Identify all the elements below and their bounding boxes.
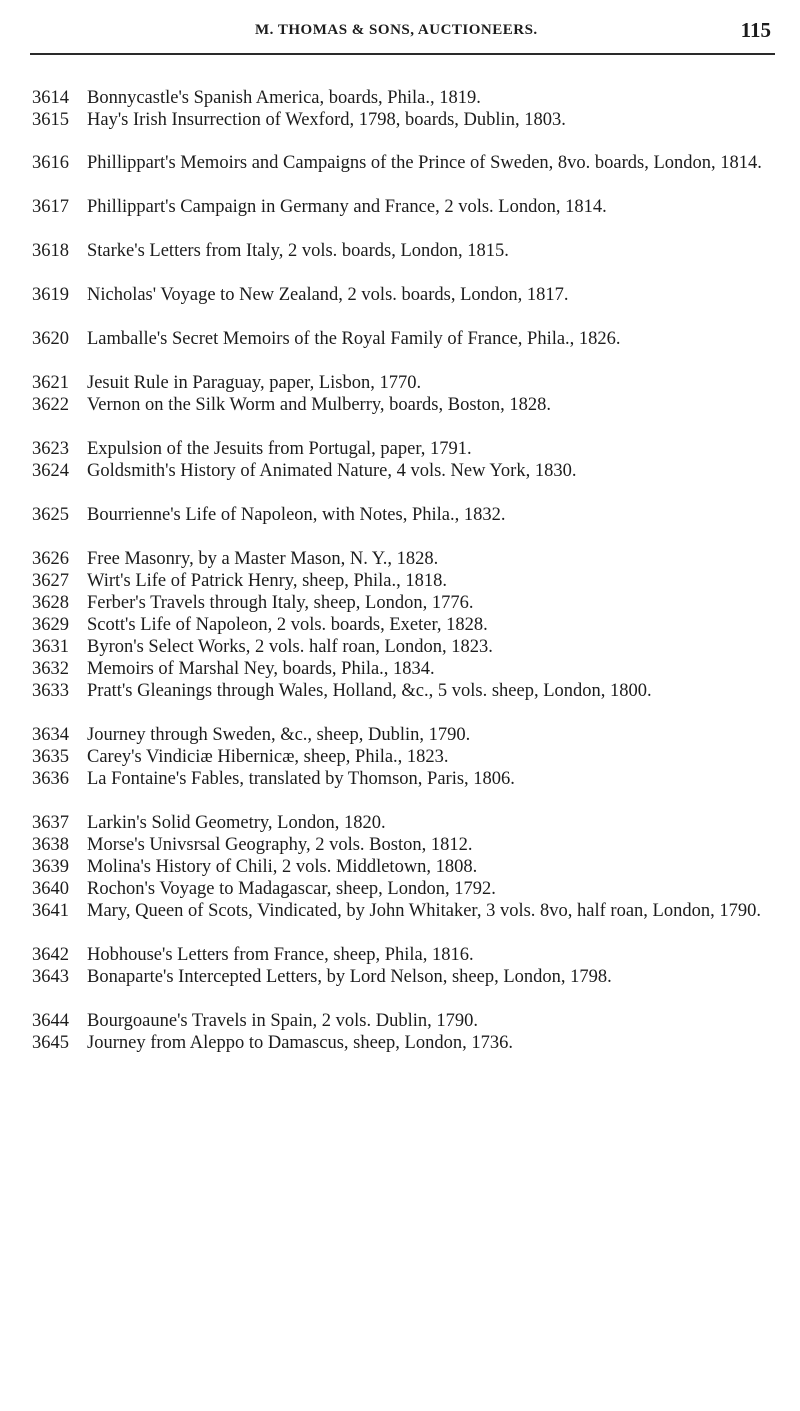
lot-description: Starke's Letters from Italy, 2 vols. boards, London, 1815. <box>87 241 509 261</box>
lot-description: Morse's Univsrsal Geography, 2 vols. Boston, 1812. <box>87 835 473 855</box>
lot-number: 3640 <box>32 879 69 899</box>
lot-number: 3623 <box>32 439 69 459</box>
lot-number: 3634 <box>32 725 69 745</box>
lot-description: Phillippart's Campaign in Germany and France, 2 vols. London, 1814. <box>87 197 607 217</box>
lot-description: Carey's Vindiciæ Hibernicæ, sheep, Phila., 1823. <box>87 747 449 767</box>
lot-description: Pratt's Gleanings through Wales, Holland, &c., 5 vols. sheep, London, 1800. <box>87 681 652 701</box>
lot-description: Bourrienne's Life of Napoleon, with Notes, Phila., 1832. <box>87 505 506 525</box>
lot-number: 3614 <box>32 88 69 108</box>
lot-number: 3639 <box>32 857 69 877</box>
lot-description: Wirt's Life of Patrick Henry, sheep, Phila., 1818. <box>87 571 448 591</box>
lot-number: 3620 <box>32 329 69 349</box>
lot-description: Bonaparte's Intercepted Letters, by Lord Nelson, sheep, London, 1798. <box>87 967 612 987</box>
lot-number: 3633 <box>32 681 69 701</box>
lot-number: 3624 <box>32 461 69 481</box>
lot-description: Scott's Life of Napoleon, 2 vols. boards, Exeter, 1828. <box>87 615 488 635</box>
lot-description: Hobhouse's Letters from France, sheep, Phila, 1816. <box>87 945 474 965</box>
lot-number: 3636 <box>32 769 69 789</box>
lot-description: Bonnycastle's Spanish America, boards, Phila., 1819. <box>87 88 481 108</box>
lot-description: Lamballe's Secret Memoirs of the Royal Family of France, Phila., 1826. <box>87 329 621 349</box>
lot-number: 3638 <box>32 835 69 855</box>
lot-number: 3631 <box>32 637 69 657</box>
lot-number: 3626 <box>32 549 69 569</box>
lot-number: 3642 <box>32 945 69 965</box>
lot-number: 3627 <box>32 571 69 591</box>
lot-number: 3619 <box>32 285 69 305</box>
lot-description: Journey through Sweden, &c., sheep, Dublin, 1790. <box>87 725 471 745</box>
lot-number: 3618 <box>32 241 69 261</box>
lot-number: 3641 <box>32 901 69 921</box>
lot-number: 3621 <box>32 373 69 393</box>
lot-description: Molina's History of Chili, 2 vols. Middletown, 1808. <box>87 857 478 877</box>
lot-description: Memoirs of Marshal Ney, boards, Phila., 1834. <box>87 659 435 679</box>
lot-number: 3617 <box>32 197 69 217</box>
page-number: 115 <box>740 18 771 42</box>
lot-description: Jesuit Rule in Paraguay, paper, Lisbon, 1770. <box>87 373 422 393</box>
lot-description: Nicholas' Voyage to New Zealand, 2 vols. boards, London, 1817. <box>87 285 569 305</box>
lot-number: 3643 <box>32 967 69 987</box>
lot-number: 3635 <box>32 747 69 767</box>
lot-description: Free Masonry, by a Master Mason, N. Y., 1828. <box>87 549 439 569</box>
lot-number: 3632 <box>32 659 69 679</box>
lot-description: Journey from Aleppo to Damascus, sheep, London, 1736. <box>87 1033 513 1053</box>
lot-description: Goldsmith's History of Animated Nature, 4 vols. New York, 1830. <box>87 461 577 481</box>
lot-number: 3625 <box>32 505 69 525</box>
lot-number: 3622 <box>32 395 69 415</box>
lot-number: 3645 <box>32 1033 69 1053</box>
lot-number: 3637 <box>32 813 69 833</box>
lot-description: Bourgoaune's Travels in Spain, 2 vols. Dublin, 1790. <box>87 1011 478 1031</box>
lot-description: Mary, Queen of Scots, Vindicated, by John Whitaker, 3 vols. 8vo, half roan, London, 1790. <box>87 901 761 921</box>
lot-number: 3629 <box>32 615 69 635</box>
lot-description: Byron's Select Works, 2 vols. half roan, London, 1823. <box>87 637 493 657</box>
lot-description: Ferber's Travels through Italy, sheep, London, 1776. <box>87 593 474 613</box>
lot-description: Phillippart's Memoirs and Campaigns of the Prince of Sweden, 8vo. boards, London, 1814. <box>87 153 762 173</box>
lot-description: Larkin's Solid Geometry, London, 1820. <box>87 813 386 833</box>
lot-number: 3644 <box>32 1011 69 1031</box>
lot-description: Hay's Irish Insurrection of Wexford, 1798, boards, Dublin, 1803. <box>87 110 566 130</box>
lot-number: 3628 <box>32 593 69 613</box>
lot-number: 3616 <box>32 153 69 173</box>
lot-number: 3615 <box>32 110 69 130</box>
lot-description: Vernon on the Silk Worm and Mulberry, boards, Boston, 1828. <box>87 395 552 415</box>
lot-description: Rochon's Voyage to Madagascar, sheep, London, 1792. <box>87 879 496 899</box>
running-head: M. THOMAS & SONS, AUCTIONEERS. <box>255 22 538 38</box>
lot-description: Expulsion of the Jesuits from Portugal, paper, 1791. <box>87 439 472 459</box>
lot-description: La Fontaine's Fables, translated by Thomson, Paris, 1806. <box>87 769 515 789</box>
